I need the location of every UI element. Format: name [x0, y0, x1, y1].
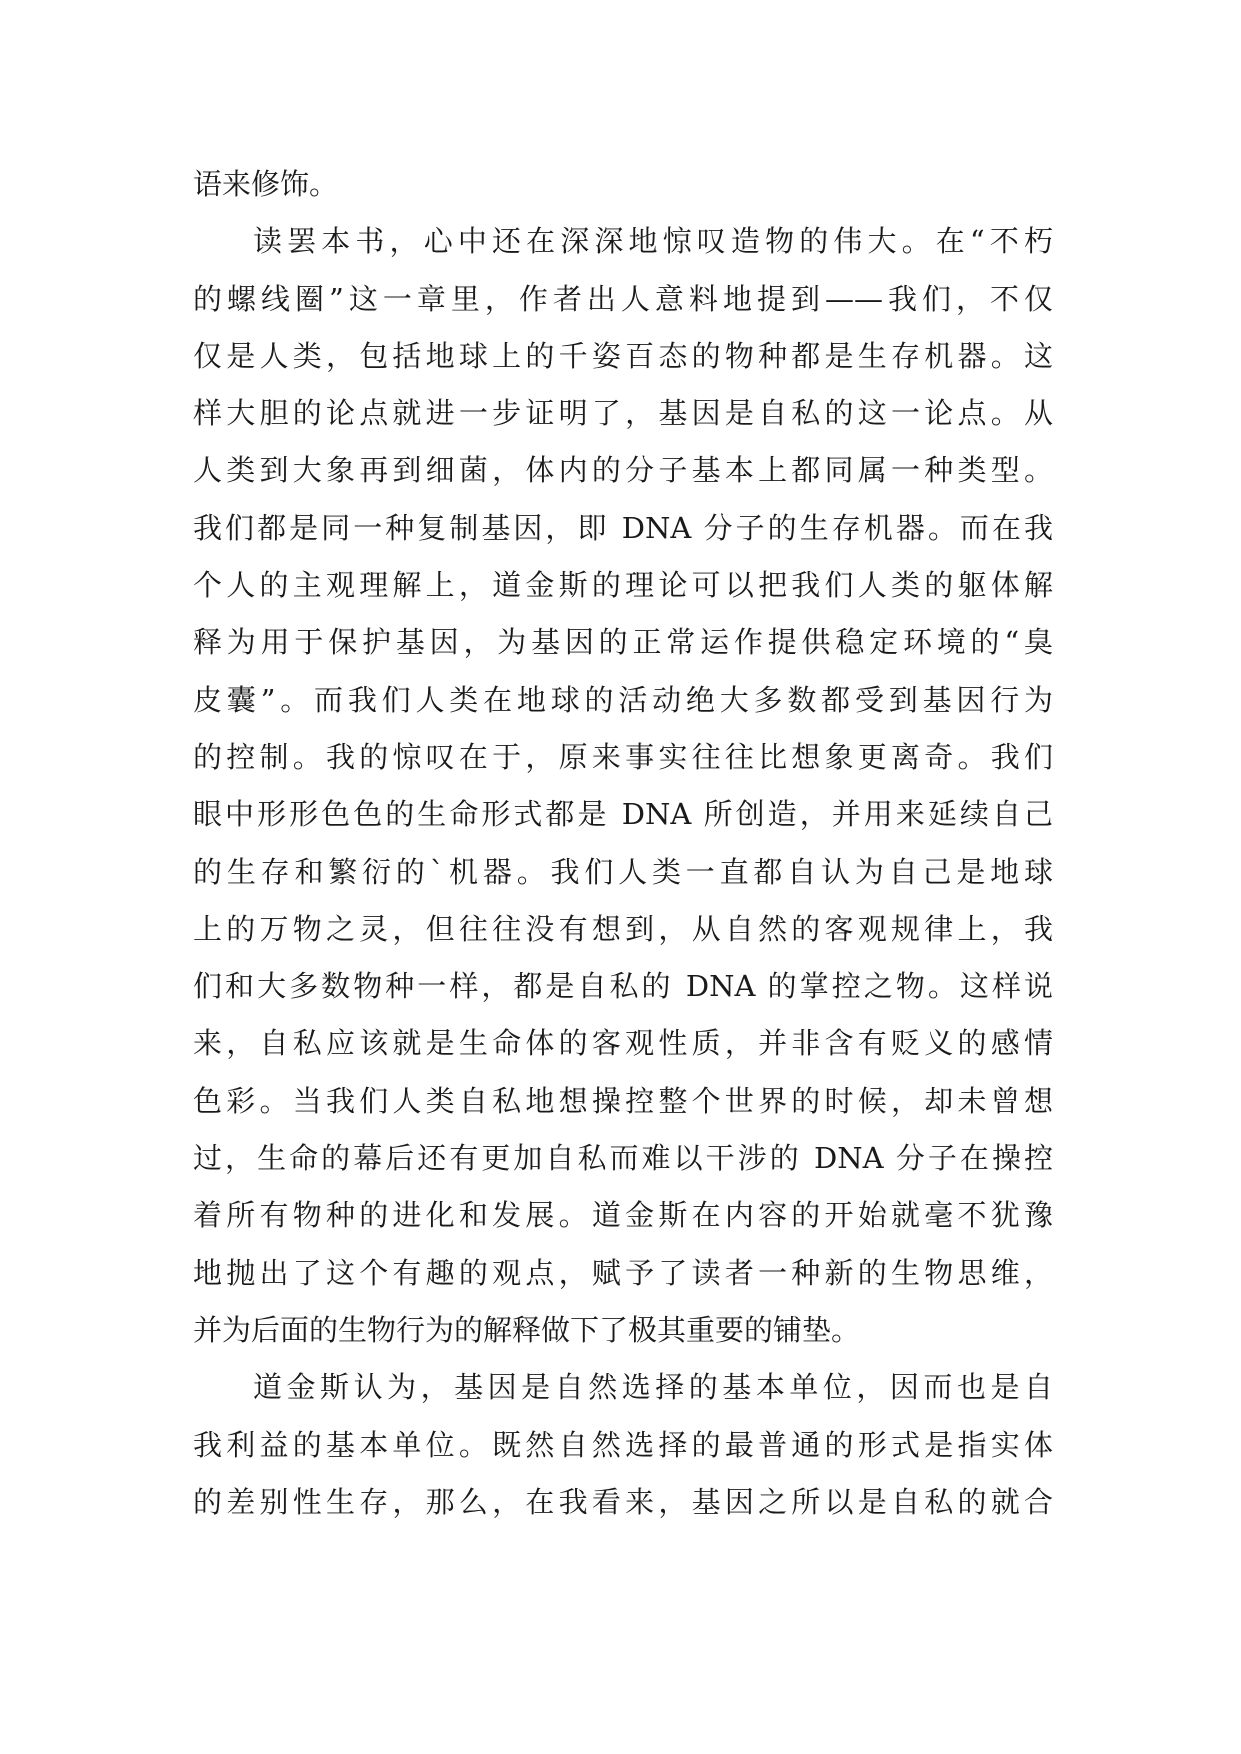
text-line: 过，生命的幕后还有更加自私而难以干涉的 DNA 分子在操控 — [193, 1141, 1053, 1176]
text-line: 地抛出了这个有趣的观点，赋予了读者一种新的生物思维， — [193, 1255, 1053, 1290]
text-line: 的螺线圈”这一章里，作者出人意料地提到——我们，不仅 — [193, 281, 1053, 316]
text-line: 人类到大象再到细菌，体内的分子基本上都同属一种类型。 — [193, 453, 1053, 488]
text-line: 来，自私应该就是生命体的客观性质，并非含有贬义的感情 — [193, 1026, 1053, 1061]
text-line: 着所有物种的进化和发展。道金斯在内容的开始就毫不犹豫 — [193, 1198, 1053, 1233]
text-line: 并为后面的生物行为的解释做下了极其重要的铺垫。 — [193, 1312, 861, 1347]
text-line: 个人的主观理解上，道金斯的理论可以把我们人类的躯体解 — [193, 568, 1053, 603]
text-line: 读罢本书，心中还在深深地惊叹造物的伟大。在“不朽 — [253, 224, 1053, 259]
text-line: 我们都是同一种复制基因，即 DNA 分子的生存机器。而在我 — [193, 510, 1053, 545]
text-line: 上的万物之灵，但往往没有想到，从自然的客观规律上，我 — [193, 911, 1053, 946]
text-line: 皮囊”。而我们人类在地球的活动绝大多数都受到基因行为 — [193, 682, 1053, 717]
text-line: 释为用于保护基因，为基因的正常运作提供稳定环境的“臭 — [193, 625, 1053, 660]
text-line: 眼中形形色色的生命形式都是 DNA 所创造，并用来延续自己 — [193, 797, 1053, 832]
text-line: 语来修饰。 — [193, 167, 339, 201]
text-line: 我利益的基本单位。既然自然选择的最普通的形式是指实体 — [193, 1427, 1053, 1462]
text-line: 们和大多数物种一样，都是自私的 DNA 的掌控之物。这样说 — [193, 969, 1053, 1004]
text-line: 的控制。我的惊叹在于，原来事实往往比想象更离奇。我们 — [193, 739, 1053, 774]
text-line: 的差别性生存，那么，在我看来，基因之所以是自私的就合 — [193, 1484, 1053, 1519]
text-line: 样大胆的论点就进一步证明了，基因是自私的这一论点。从 — [193, 396, 1053, 431]
text-line: 道金斯认为，基因是自然选择的基本单位，因而也是自 — [253, 1370, 1053, 1405]
text-line: 的生存和繁衍的`机器。我们人类一直都自认为自己是地球 — [193, 854, 1053, 889]
document-body-text — [193, 156, 1053, 1531]
text-line: 仅是人类，包括地球上的千姿百态的物种都是生存机器。这 — [193, 338, 1053, 373]
text-line: 色彩。当我们人类自私地想操控整个世界的时候，却未曾想 — [193, 1083, 1053, 1118]
